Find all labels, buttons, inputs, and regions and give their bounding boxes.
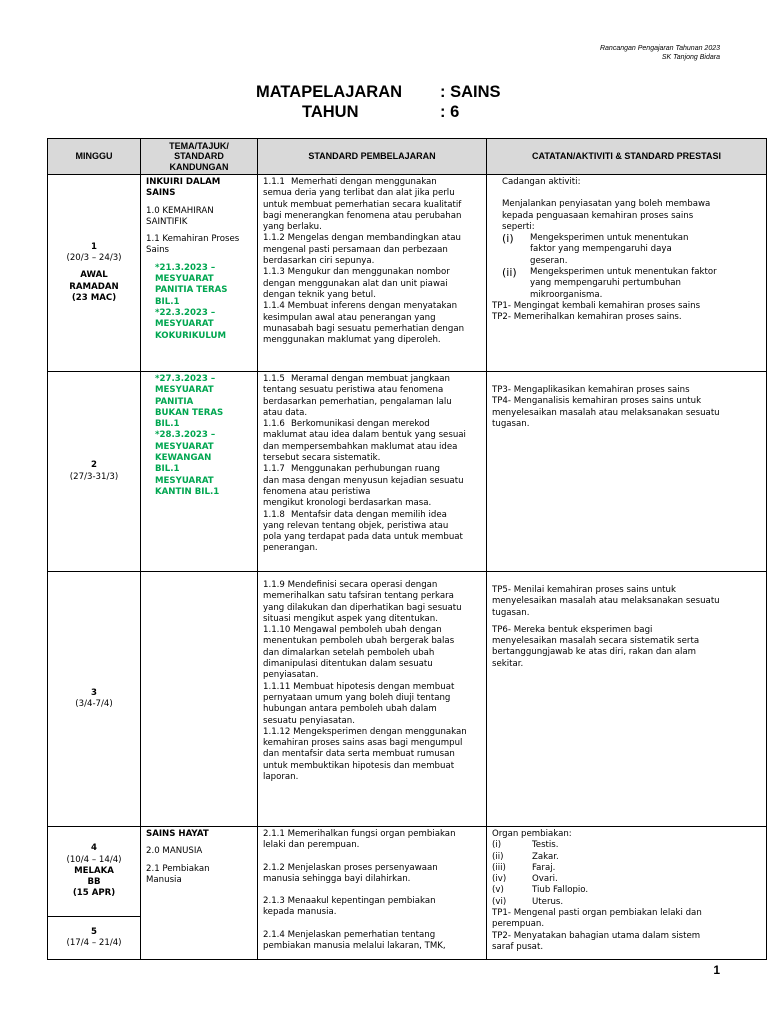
- standard-text: mengenal pasti persamaan dan perbezaan: [263, 244, 448, 255]
- organ-item: [492, 840, 761, 851]
- organ-name: Faraj.: [532, 862, 556, 873]
- performance-standard: tugasan.: [492, 418, 530, 429]
- standard-text: laporan.: [263, 772, 299, 783]
- year-value: : 6: [440, 103, 460, 121]
- activity-text: yang mempengaruhi pertumbuhan: [530, 278, 681, 289]
- standard-text: hubungan antara pemboleh ubah dalam: [263, 704, 437, 715]
- standard-text: semua deria yang terlibat dan alat jika perlu: [263, 188, 455, 199]
- standard-text: pola yang terdapat pada data untuk membuat: [263, 532, 463, 543]
- meeting-line: *27.3.2023 –: [155, 374, 216, 384]
- item-number: (vi): [492, 896, 507, 907]
- meeting-line: MESYUARAT: [155, 475, 214, 486]
- performance-standard: menyelesaikan masalah atau melaksanakan sesuatu: [492, 407, 720, 418]
- week-dates: (3/4-7/4): [75, 699, 113, 709]
- standard-text: dan mempersembahkan maklumat atau idea: [263, 441, 458, 452]
- standard-code: 1.1.8: [263, 509, 285, 520]
- performance-standard: TP2- Menyatakan bahagian utama dalam sistem: [492, 930, 701, 941]
- header-note: [600, 44, 720, 62]
- activity-text: Menjalankan penyiasatan yang boleh membawa: [502, 199, 711, 210]
- performance-standard: TP5- Menilai kemahiran proses sains untuk: [492, 585, 676, 595]
- meeting-line: KEWANGAN: [155, 453, 212, 464]
- organ-item: [492, 852, 761, 863]
- standard-text: Memerhati dengan menggunakan: [291, 177, 437, 187]
- standard-text: 1.1.12 Mengeksperimen dengan menggunakan: [263, 726, 467, 737]
- meeting-line: MESYUARAT: [155, 441, 214, 452]
- standard-text: yang berlaku.: [263, 222, 322, 233]
- performance-standard: TP6- Mereka bentuk eksperimen bagi: [492, 624, 653, 635]
- performance-standard: TP4- Menganalisis kemahiran proses sains untuk: [492, 396, 702, 407]
- item-number: (v): [492, 885, 504, 896]
- week-note: RAMADAN: [69, 281, 119, 292]
- tema-cell: [141, 175, 258, 372]
- meeting-line: PANITIA: [155, 396, 194, 407]
- standard-cell: [258, 175, 487, 372]
- standard-code: 1.1.5: [263, 374, 285, 384]
- standard-cell: [258, 827, 487, 960]
- header-minggu: MINGGU: [48, 139, 141, 175]
- standard-text: berdasarkan pemerhatian, pengalaman lalu: [263, 396, 452, 407]
- standard-text: pembiakan manusia melalui lakaran, TMK,: [263, 941, 446, 952]
- performance-standard: bertanggungjawab ke atas diri, rakan dan alam: [492, 647, 697, 658]
- activity-text: mikroorganisma.: [530, 289, 603, 300]
- standard-cell: [258, 572, 487, 827]
- standard-text: yang dilakukan dan diperhatikan bagi sesuatu: [263, 602, 462, 613]
- header-note-line2: SK Tanjong Bidara: [661, 54, 720, 61]
- catatan-cell: [487, 372, 767, 572]
- activity-text: geseran.: [530, 255, 568, 266]
- performance-standard: perempuan.: [492, 919, 545, 930]
- minggu-cell: [48, 827, 141, 960]
- week-number: 2: [91, 460, 97, 471]
- week-dates: (20/3 – 24/3): [66, 253, 122, 264]
- standard-text: dan mentafsir data serta membuat rumusan: [263, 749, 455, 760]
- table-row: [48, 175, 767, 372]
- performance-standard: sekitar.: [492, 658, 524, 669]
- standard-text: situasi mengikut aspek yang ditentukan.: [263, 613, 438, 624]
- week-note: BB: [87, 877, 101, 888]
- table-header-row: [48, 139, 767, 175]
- activity-text: Mengeksperimen untuk menentukan faktor: [530, 267, 717, 278]
- standard-code: 1.1.6: [263, 419, 285, 430]
- meeting-line: *22.3.2023 –: [155, 307, 216, 318]
- week-number: 4: [91, 843, 97, 854]
- standard-text: 2.1.4 Menjelaskan pemerhatian tentang: [263, 929, 436, 940]
- standard-text: penyiasatan.: [263, 670, 319, 681]
- organ-item: [492, 885, 761, 896]
- subject-value: : SAINS: [440, 83, 501, 101]
- standard-text: lelaki dan perempuan.: [263, 840, 360, 851]
- catatan-cell: [487, 175, 767, 372]
- organ-intro: Organ pembiakan:: [492, 829, 572, 839]
- standard-text: menggunakan maklumat yang diperoleh.: [263, 335, 441, 346]
- standard-text: 1.1.4 Membuat inferens dengan menyatakan: [263, 301, 458, 312]
- standard-text: 2.1.1 Memerihalkan fungsi organ pembiakan: [263, 829, 456, 839]
- performance-standard: menyelesaikan masalah atau melaksanakan sesuatu: [492, 596, 720, 607]
- organ-item: [492, 863, 761, 874]
- tema-title: SAINS: [146, 188, 176, 199]
- week-note: (23 MAC): [71, 292, 117, 303]
- tema-sub: 1.1 Kemahiran Proses: [146, 234, 240, 245]
- lesson-plan-table: [47, 138, 767, 960]
- meeting-note: [146, 263, 252, 342]
- minggu-cell: [48, 572, 141, 827]
- subject-label: MATAPELAJARAN: [256, 83, 403, 101]
- standard-text: atau data.: [263, 407, 308, 418]
- standard-text: 1.1.10 Mengawal pemboleh ubah dengan: [263, 625, 442, 636]
- meeting-note: [146, 374, 252, 498]
- standard-text: Mentafsir data dengan memilih idea: [291, 509, 447, 520]
- minggu-cell: [48, 175, 141, 372]
- standard-text: dengan teknik yang betul.: [263, 289, 376, 300]
- table-row: [48, 827, 767, 960]
- week-number: 1: [91, 241, 97, 252]
- week-note: MELAKA: [74, 865, 114, 876]
- organ-name: Ovari.: [532, 874, 558, 885]
- standard-text: Berkomunikasi dengan merekod: [291, 419, 430, 430]
- standard-cell: [258, 372, 487, 572]
- tema-sub: 2.0 MANUSIA: [146, 846, 203, 857]
- meeting-line: KANTIN BIL.1: [155, 486, 220, 497]
- activity-intro: Cadangan aktiviti:: [502, 177, 581, 187]
- header-catatan: CATATAN/AKTIVITI & STANDARD PRESTASI: [487, 139, 767, 175]
- standard-text: tersebut secara sistematik.: [263, 453, 381, 464]
- activity-text: seperti:: [502, 221, 535, 232]
- tema-cell: [141, 372, 258, 572]
- standard-code: 1.1.7: [263, 464, 285, 475]
- tema-title: INKUIRI DALAM: [146, 177, 221, 187]
- standard-text: tentang sesuatu peristiwa atau fenomena: [263, 385, 444, 396]
- standard-text: 1.1.3 Mengukur dan menggunakan nombor: [263, 267, 450, 278]
- header-tema: TEMA/TAJUK/ STANDARD KANDUNGAN: [141, 139, 258, 175]
- activity-text: kepada penguasaan kemahiran proses sains: [502, 210, 694, 221]
- activity-text: faktor yang mempengaruhi daya: [530, 244, 672, 255]
- standard-text: untuk membuat pemerhatian secara kualitatif: [263, 199, 462, 210]
- table-row: [48, 372, 767, 572]
- standard-text: yang relevan tentang objek, peristiwa atau: [263, 520, 449, 531]
- standard-text: 1.1.11 Membuat hipotesis dengan membuat: [263, 681, 455, 692]
- item-number: (iv): [492, 874, 507, 885]
- performance-standard: TP2- Memerihalkan kemahiran proses sains.: [492, 312, 682, 323]
- item-number: (ii): [492, 851, 504, 862]
- meeting-line: MESYUARAT: [155, 319, 214, 330]
- minggu-cell: [48, 372, 141, 572]
- page-number: 1: [713, 963, 720, 977]
- performance-standard: TP1- Mengingat kembali kemahiran proses sains: [492, 300, 701, 311]
- standard-text: menentukan pemboleh ubah bergerak balas: [263, 636, 455, 647]
- week-number: 5: [91, 926, 97, 937]
- performance-standard: menyelesaikan masalah secara sistematik serta: [492, 636, 700, 647]
- catatan-cell: [487, 572, 767, 827]
- standard-text: Meramal dengan membuat jangkaan: [291, 374, 451, 384]
- page-title: [256, 82, 501, 122]
- standard-text: bagi menerangkan fenomena atau perubahan: [263, 210, 462, 221]
- standard-text: berdasarkan ciri sepunya.: [263, 256, 375, 267]
- standard-text: kepada manusia.: [263, 907, 337, 918]
- standard-text: sesuatu penyiasatan.: [263, 715, 355, 726]
- standard-text: dan dimalarkan setelah pemboleh ubah: [263, 647, 435, 658]
- meeting-line: BIL.1: [155, 296, 180, 307]
- header-note-line1: Rancangan Pengajaran Tahunan 2023: [599, 45, 720, 52]
- tema-sub: 2.1 Pembiakan: [146, 863, 210, 874]
- activity-item: [502, 267, 761, 301]
- standard-code: 1.1.1: [263, 177, 285, 187]
- organ-name: Uterus.: [532, 896, 564, 907]
- performance-standard: TP3- Mengaplikasikan kemahiran proses sains: [492, 385, 690, 395]
- header-standard: STANDARD PEMBELAJARAN: [258, 139, 487, 175]
- meeting-line: BUKAN TERAS: [155, 407, 224, 418]
- organ-item: [492, 897, 761, 908]
- tema-sub: Sains: [146, 245, 170, 256]
- standard-text: kemahiran proses sains asas bagi mengumpul: [263, 738, 463, 749]
- standard-text: penerangan.: [263, 543, 318, 554]
- week-dates: (17/4 – 21/4): [66, 938, 122, 948]
- standard-text: pernyataan umum yang boleh diuji tentang: [263, 692, 451, 703]
- organ-name: Tiub Fallopio.: [532, 885, 589, 896]
- standard-text: maklumat atau idea dalam bentuk yang sesuai: [263, 430, 466, 441]
- standard-text: manusia sehingga bayi dilahirkan.: [263, 873, 411, 884]
- standard-text: Menggunakan perhubungan ruang: [291, 464, 440, 475]
- standard-text: 2.1.3 Menaakul kepentingan pembiakan: [263, 896, 436, 907]
- standard-text: dimanipulasi ditentukan dalam sesuatu: [263, 659, 433, 670]
- organ-name: Testis.: [532, 840, 559, 851]
- week-note: (15 APR): [72, 888, 116, 899]
- performance-standard: tugasan.: [492, 607, 530, 618]
- week-note: AWAL: [80, 270, 108, 281]
- meeting-line: PANITIA TERAS: [155, 285, 228, 296]
- meeting-line: MESYUARAT: [155, 385, 214, 396]
- standard-text: kesimpulan awal atau penerangan yang: [263, 312, 436, 323]
- item-number: (ii): [502, 266, 517, 280]
- activity-item: [502, 233, 761, 267]
- standard-text: dengan menggunakan alat dan unit piawai: [263, 278, 448, 289]
- catatan-cell: [487, 827, 767, 960]
- standard-text: dan masa dengan menyusun kejadian sesuatu: [263, 475, 464, 486]
- tema-title: SAINS HAYAT: [146, 829, 209, 839]
- standard-text: memerihalkan satu tafsiran tentang perkara: [263, 591, 454, 602]
- meeting-line: BIL.1: [155, 464, 180, 475]
- meeting-line: MESYUARAT: [155, 274, 214, 285]
- year-label: TAHUN: [302, 103, 359, 121]
- standard-text: fenomena atau peristiwa: [263, 486, 371, 497]
- week-dates: (10/4 – 14/4): [66, 854, 122, 865]
- standard-text: 1.1.9 Mendefinisi secara operasi dengan: [263, 580, 438, 590]
- meeting-line: KOKURIKULUM: [155, 330, 227, 341]
- performance-standard: TP1- Mengenal pasti organ pembiakan lelaki dan: [492, 908, 702, 919]
- tema-sub: SAINTIFIK: [146, 216, 188, 227]
- tema-cell: [141, 572, 258, 827]
- meeting-line: BIL.1: [155, 419, 180, 430]
- standard-text: mengikut kronologi berdasarkan masa.: [263, 498, 432, 509]
- tema-sub: 1.0 KEMAHIRAN: [146, 205, 214, 216]
- organ-name: Zakar.: [532, 851, 559, 862]
- standard-text: 1.1.2 Mengelas dengan membandingkan atau: [263, 233, 462, 244]
- item-number: (iii): [492, 862, 506, 873]
- table-row: [48, 572, 767, 827]
- performance-standard: saraf pusat.: [492, 941, 544, 952]
- activity-text: Mengeksperimen untuk menentukan: [530, 233, 689, 244]
- standard-text: munasabah bagi sesuatu pemerhatian dengan: [263, 323, 465, 334]
- standard-text: 2.1.2 Menjelaskan proses persenyawaan: [263, 862, 438, 873]
- item-number: (i): [502, 232, 514, 246]
- week-dates: (27/3-31/3): [69, 471, 119, 482]
- tema-cell: [141, 827, 258, 960]
- meeting-line: *21.3.2023 –: [155, 262, 216, 273]
- organ-item: [492, 874, 761, 885]
- tema-sub: Manusia: [146, 874, 182, 885]
- week-number: 3: [91, 687, 97, 698]
- standard-text: untuk membuktikan hipotesis dan membuat: [263, 760, 455, 771]
- meeting-line: *28.3.2023 –: [155, 430, 216, 441]
- item-number: (i): [492, 840, 502, 851]
